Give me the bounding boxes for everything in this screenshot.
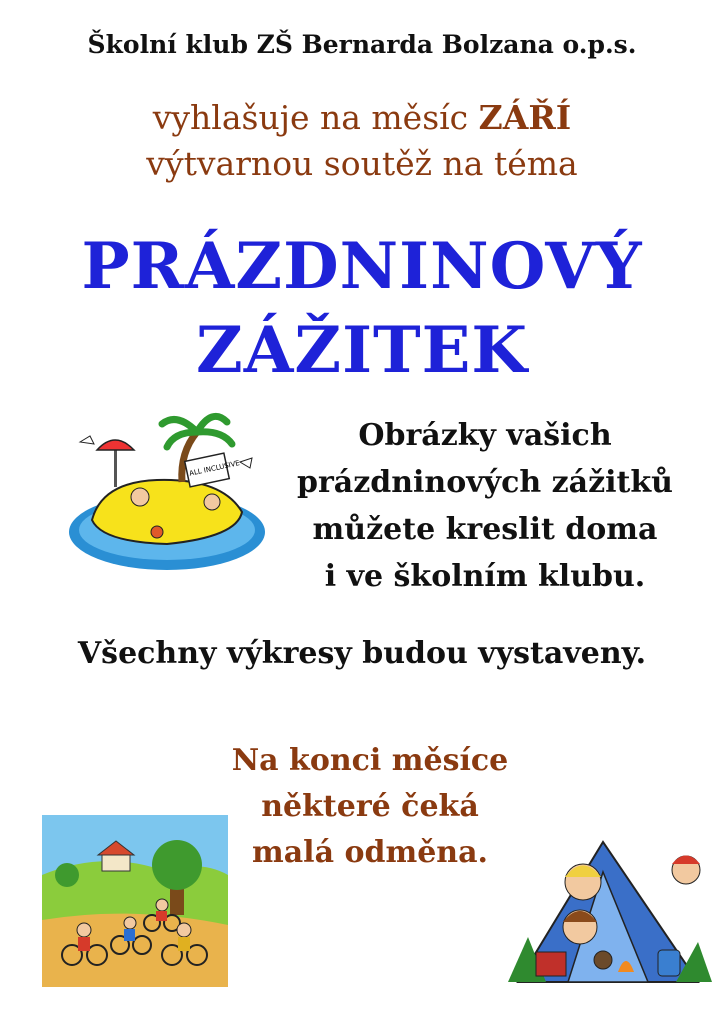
- island-illustration: [62, 402, 272, 577]
- instruction-line: prázdninových zážitků: [296, 465, 673, 500]
- reward-line: některé čeká: [261, 789, 479, 824]
- announcement: [0, 95, 724, 187]
- announcement-line-2: výtvarnou soutěž na téma: [146, 144, 578, 183]
- reward-note: [200, 738, 540, 876]
- instruction-line: i ve školním klubu.: [324, 559, 646, 594]
- announcement-line-1: [0, 95, 724, 141]
- instruction-line: Obrázky vašich: [358, 418, 612, 453]
- organization-name: Školní klub ZŠ Bernarda Bolzana o.p.s.: [87, 30, 637, 59]
- exhibition-note: Všechny výkresy budou vystaveny.: [77, 636, 647, 671]
- tent-illustration: [508, 832, 712, 984]
- title-line-2: ZÁŽITEK: [195, 313, 529, 388]
- instruction-line: můžete kreslit doma: [312, 512, 658, 547]
- announcement-month: ZÁŘÍ: [478, 98, 572, 137]
- cyclists-illustration: [42, 815, 228, 987]
- island-sign-text: ALL INCLUSIVE: [188, 459, 241, 478]
- contest-title: [0, 225, 724, 393]
- reward-line: Na konci měsíce: [231, 743, 509, 778]
- title-line-1: PRÁZDNINOVÝ: [81, 229, 643, 304]
- reward-line: malá odměna.: [252, 835, 488, 870]
- announcement-prefix: vyhlašuje na měsíc: [152, 98, 479, 137]
- drawing-instructions: [270, 412, 700, 600]
